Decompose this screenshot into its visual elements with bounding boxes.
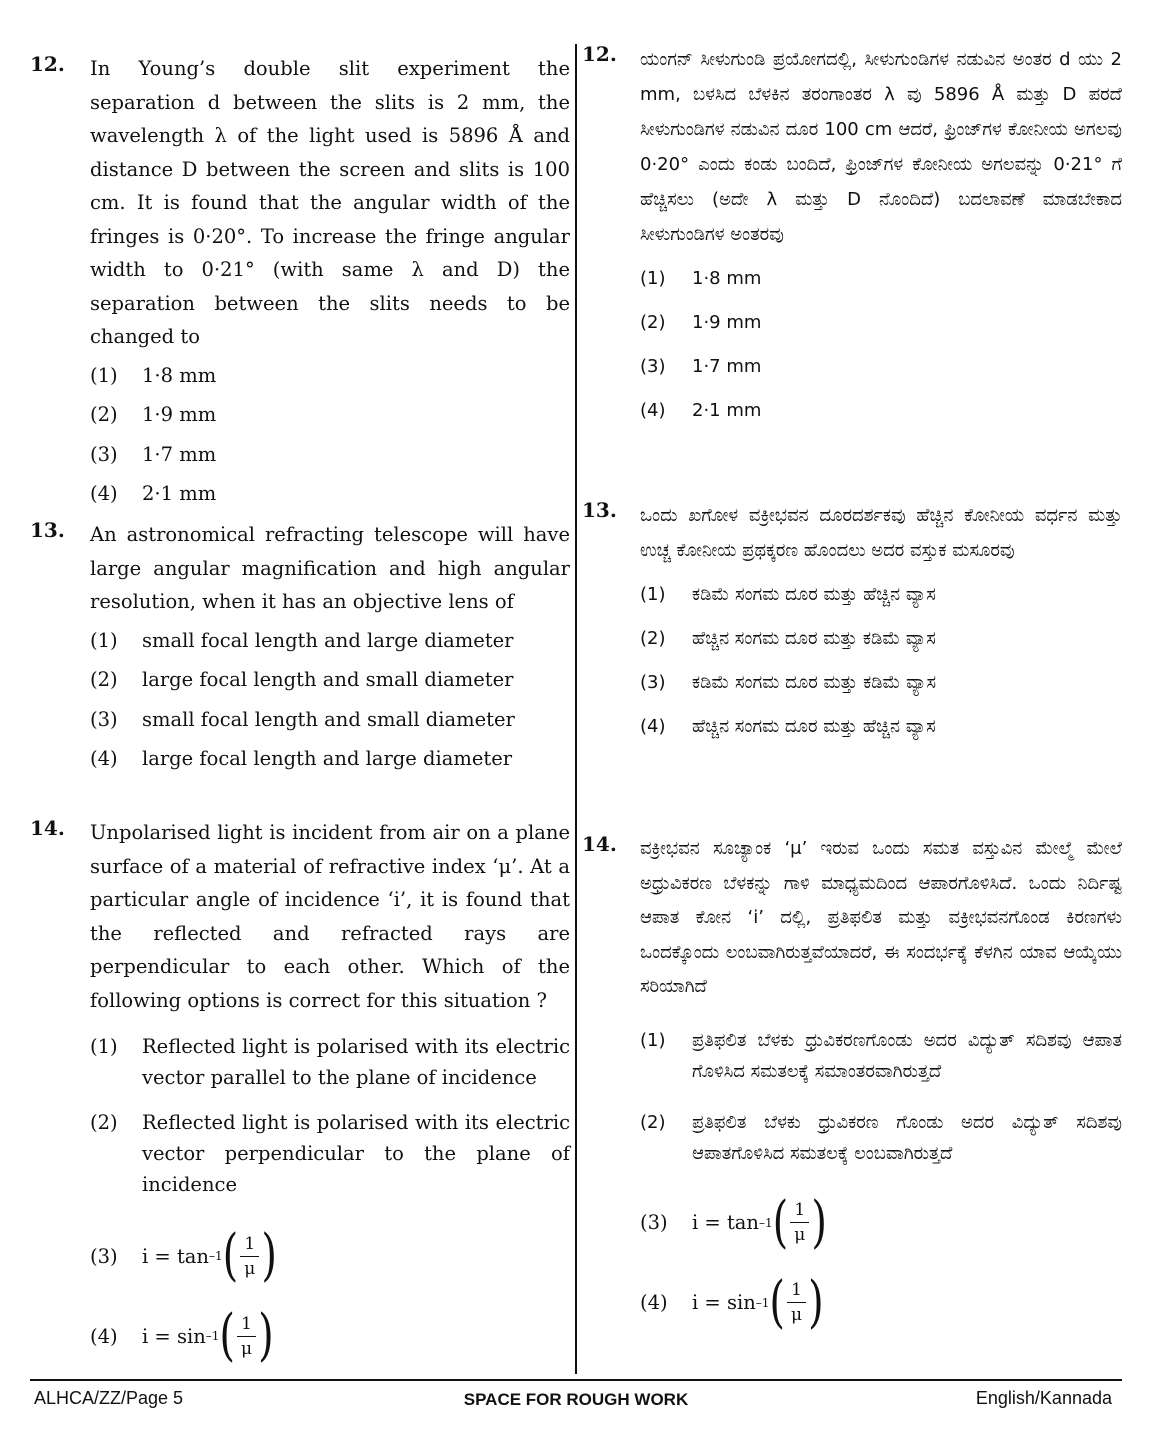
option-number: (2) (90, 668, 118, 691)
left-paren-icon: ( (772, 1190, 789, 1255)
fraction-numerator: 1 (237, 1314, 256, 1337)
options-list (90, 629, 570, 787)
question-number: 12. (582, 42, 617, 66)
option-text: ಕಡಿಮೆ ಸಂಗಮ ದೂರ ಮತ್ತು ಕಡಿಮೆ ವ್ಯಾಸ (692, 672, 937, 693)
option-text: 1·8 mm (692, 268, 762, 289)
option-3 (90, 1216, 570, 1296)
fraction (787, 1280, 806, 1325)
right-paren-icon: ) (811, 1190, 827, 1255)
option-text: 2·1 mm (142, 482, 217, 505)
fraction-denominator: μ (791, 1305, 803, 1325)
option-1 (90, 1031, 570, 1093)
formula-exponent: –1 (205, 1329, 220, 1343)
option-2 (90, 668, 570, 708)
option-number: (1) (90, 1035, 118, 1058)
option-text: Reflected light is polarised with its electric vector parallel to the plane of incidence (142, 1035, 570, 1089)
option-text: 1·9 mm (692, 312, 762, 333)
question-number: 14. (30, 816, 65, 840)
option-4 (90, 1296, 570, 1376)
question-number: 14. (582, 832, 617, 856)
option-number: (4) (640, 400, 666, 421)
left-paren-icon: ( (222, 1223, 239, 1289)
option-2 (90, 1107, 570, 1200)
option-text: ಹೆಚ್ಚಿನ ಸಂಗಮ ದೂರ ಮತ್ತು ಹೆಚ್ಚಿನ ವ್ಯಾಸ (692, 716, 936, 737)
rough-work-label: SPACE FOR ROUGH WORK (463, 1390, 689, 1409)
footer-divider (30, 1379, 1122, 1381)
question-14-kannada (582, 832, 1122, 1343)
question-number: 12. (30, 52, 65, 76)
option-text: 1·7 mm (692, 356, 762, 377)
option-1 (640, 268, 1122, 312)
page-code: ALHCA/ZZ/Page 5 (34, 1388, 184, 1408)
option-number: (3) (90, 442, 118, 466)
option-1 (90, 629, 570, 669)
option-3 (90, 708, 570, 748)
option-text: large focal length and large diameter (142, 747, 513, 770)
option-text: 1·9 mm (142, 403, 217, 426)
options-list (640, 584, 1122, 760)
fraction-denominator: μ (241, 1338, 253, 1359)
formula-lhs: i = sin (692, 1291, 756, 1314)
question-number: 13. (30, 518, 65, 542)
option-4 (640, 1263, 1122, 1343)
left-paren-icon: ( (769, 1270, 786, 1335)
right-paren-icon: ) (808, 1270, 824, 1335)
option-number: (4) (640, 716, 666, 737)
language-label: English/Kannada (975, 1388, 1112, 1408)
formula-lhs: i = tan (692, 1211, 759, 1234)
option-3 (640, 1183, 1122, 1263)
option-text: 1·7 mm (142, 442, 217, 466)
option-2 (640, 312, 1122, 356)
inverse-tan-formula (692, 1190, 827, 1255)
fraction-numerator: 1 (790, 1200, 809, 1223)
options-list (90, 1031, 570, 1376)
option-number: (2) (90, 1111, 118, 1134)
question-text: ಒಂದು ಖಗೋಳ ವಕ್ರೀಭವನ ದೂರದರ್ಶಕವು ಹೆಚ್ಚಿನ ಕೋನೀಯ ವರ್ಧನ ಮತ್ತು ಉಚ್ಚ ಕೋನೀಯ ಪ್ರಥಕ್ಕರಣ ಹೊಂದಲು ಅದರ ವಸ್ತುಕ ಮಸೂರವು (640, 505, 1122, 561)
fraction-numerator: 1 (787, 1280, 806, 1303)
options-list (640, 268, 1122, 444)
option-text: 1·8 mm (142, 363, 217, 387)
option-number: (2) (640, 628, 666, 649)
option-2 (640, 628, 1122, 672)
option-number: (2) (90, 403, 118, 426)
column-divider (575, 44, 577, 1374)
option-4 (90, 482, 570, 522)
option-3 (640, 356, 1122, 400)
option-4 (90, 747, 570, 787)
fraction-denominator: μ (244, 1258, 256, 1279)
question-12-kannada (582, 42, 1122, 444)
option-number: (2) (640, 312, 666, 333)
option-4 (640, 400, 1122, 444)
option-text: small focal length and small diameter (142, 707, 515, 731)
option-number: (4) (90, 747, 118, 770)
right-paren-icon: ) (261, 1223, 277, 1289)
question-number: 13. (582, 498, 617, 522)
inverse-tan-formula (142, 1223, 277, 1289)
fraction (240, 1234, 259, 1279)
option-number: (3) (640, 1211, 668, 1234)
option-text: ಪ್ರತಿಫಲಿತ ಬೆಳಕು ಧ್ರುವಿಕರಣ ಗೊಂಡು ಅದರ ವಿದ್ಯುತ್ ಸದಿಶವು ಆಪಾತಗೊಳಿಸಿದ ಸಮತಲಕ್ಕೆ ಲಂಬವಾಗಿರುತ್ತದೆ (692, 1111, 1122, 1164)
option-number: (1) (90, 363, 118, 387)
option-text: 2·1 mm (692, 400, 762, 421)
option-number: (1) (90, 628, 118, 652)
option-text: Reflected light is polarised with its electric vector perpendicular to the plane of incidence (142, 1111, 570, 1196)
option-number: (3) (90, 707, 118, 731)
option-2 (90, 403, 570, 443)
question-12-english (30, 52, 570, 522)
option-number: (3) (640, 672, 666, 693)
option-text: ಪ್ರತಿಫಲಿತ ಬೆಳಕು ಧ್ರುವಿಕರಣಗೊಂಡು ಅದರ ವಿದ್ಯುತ್ ಸದಿಶವು ಆಪಾತ ಗೊಳಿಸಿದ ಸಮತಲಕ್ಕೆ ಸಮಾಂತರವಾಗಿರುತ್ತದೆ (692, 1029, 1122, 1082)
option-1 (90, 364, 570, 404)
option-number: (3) (90, 1244, 118, 1268)
fraction-numerator: 1 (240, 1234, 259, 1257)
option-number: (4) (90, 1324, 118, 1348)
option-4 (640, 716, 1122, 760)
fraction (790, 1200, 809, 1245)
left-paren-icon: ( (219, 1303, 236, 1369)
formula-lhs: i = sin (142, 1324, 206, 1348)
option-text: ಹೆಚ್ಚಿನ ಸಂಗಮ ದೂರ ಮತ್ತು ಕಡಿಮೆ ವ್ಯಾಸ (692, 628, 936, 649)
inverse-sin-formula (692, 1270, 824, 1335)
option-number: (1) (640, 268, 666, 289)
option-3 (640, 672, 1122, 716)
formula-exponent: –1 (209, 1249, 223, 1263)
formula-exponent: –1 (755, 1295, 770, 1310)
option-number: (4) (640, 1291, 668, 1314)
option-1 (640, 1025, 1122, 1087)
option-3 (90, 443, 570, 483)
option-number: (4) (90, 482, 118, 505)
option-text: large focal length and small diameter (142, 668, 514, 691)
option-text: small focal length and large diameter (142, 628, 514, 652)
question-13-english (30, 518, 570, 787)
question-text: An astronomical refracting telescope will have large angular magnification and high angular resolution, when it has an objective lens of (90, 523, 570, 613)
question-text: ವಕ್ರೀಭವನ ಸೂಚ್ಯಾಂಕ ‘μ’ ಇರುವ ಒಂದು ಸಮತ ವಸ್ತುವಿನ ಮೇಲ್ಮೆ ಮೇಲೆ ಅಧ್ರುವಿಕರಣ ಬೆಳಕನ್ನು ಗಾಳಿ ಮಾಧ್ಯಮದಿಂದ ಆಪಾರಗೊಳಿಸಿದೆ. ಒಂದು ನಿರ್ದಿಷ್ಟ ಆಪಾತ ಕೋನ ‘i’ ದಲ್ಲಿ, ಪ್ರತಿಫಲಿತ ಮತ್ತು ವಕ್ರೀಭವನಗೊಂಡ ಕಿರಣಗಳು ಒಂದಕ್ಕೊಂದು ಲಂಬವಾಗಿರುತ್ತವೆಯಾದರೆ, ಈ ಸಂದರ್ಭಕ್ಕೆ ಕೆಳಗಿನ ಯಾವ ಆಯ್ಕೆಯು ಸರಿಯಾಗಿದೆ (640, 838, 1122, 997)
option-number: (1) (640, 1029, 666, 1051)
formula-lhs: i = tan (142, 1244, 209, 1268)
option-2 (640, 1107, 1122, 1169)
question-text: In Young’s double slit experiment the separation d between the slits is 2 mm, the wavelength λ of the light used is 5896 Å and distance D between the screen and slits is 100 cm. It is found that the angular width of the fringes is 0·20°. To increase the fringe angular width to 0·21° (with same λ and D) the separation between the slits needs to be changed to (90, 57, 570, 348)
option-1 (640, 584, 1122, 628)
options-list (640, 1025, 1122, 1343)
option-text: ಕಡಿಮೆ ಸಂಗಮ ದೂರ ಮತ್ತು ಹೆಚ್ಚಿನ ವ್ಯಾಸ (692, 584, 936, 605)
option-number: (1) (640, 584, 666, 605)
option-number: (3) (640, 356, 666, 377)
options-list (90, 364, 570, 522)
question-text: ಯಂಗನ್ ಸೀಳುಗುಂಡಿ ಪ್ರಯೋಗದಲ್ಲಿ, ಸೀಳುಗುಂಡಿಗಳ ನಡುವಿನ ಅಂತರ d ಯು 2 mm, ಬಳಸಿದ ಬೆಳಕಿನ ತರಂಗಾಂತರ λ ವು 5896 Å ಮತ್ತು D ಪರದೆ ಸೀಳುಗುಂಡಿಗಳ ನಡುವಿನ ದೂರ 100 cm ಆದರೆ, ಫ್ರಿಂಜ್‌ಗಳ ಕೋನೀಯ ಅಗಲವು 0·20° ಎಂದು ಕಂಡು ಬಂದಿದೆ, ಫ್ರಿಂಜ್‌ಗಳ ಕೋನೀಯ ಅಗಲವನ್ನು 0·21° ಗೆ ಹೆಚ್ಚಿಸಲು (ಅದೇ λ ಮತ್ತು D ನೊಂದಿದೆ) ಬದಲಾವಣೆ ಮಾಡಬೇಕಾದ ಸೀಳುಗುಂಡಿಗಳ ಅಂತರವು (640, 49, 1122, 245)
fraction (237, 1314, 256, 1359)
question-13-kannada (582, 498, 1122, 760)
option-number: (2) (640, 1111, 666, 1133)
right-paren-icon: ) (258, 1303, 274, 1369)
inverse-sin-formula (142, 1303, 274, 1369)
formula-exponent: –1 (759, 1215, 773, 1230)
question-14-english (30, 816, 570, 1376)
question-text: Unpolarised light is incident from air on a plane surface of a material of refractive index ‘μ’. At a particular angle of incidence ‘i’, it is found that the reflected and refracted rays are perpendicular to each other. Which of the following options is correct for this situation ? (90, 821, 570, 1012)
fraction-denominator: μ (794, 1225, 806, 1245)
